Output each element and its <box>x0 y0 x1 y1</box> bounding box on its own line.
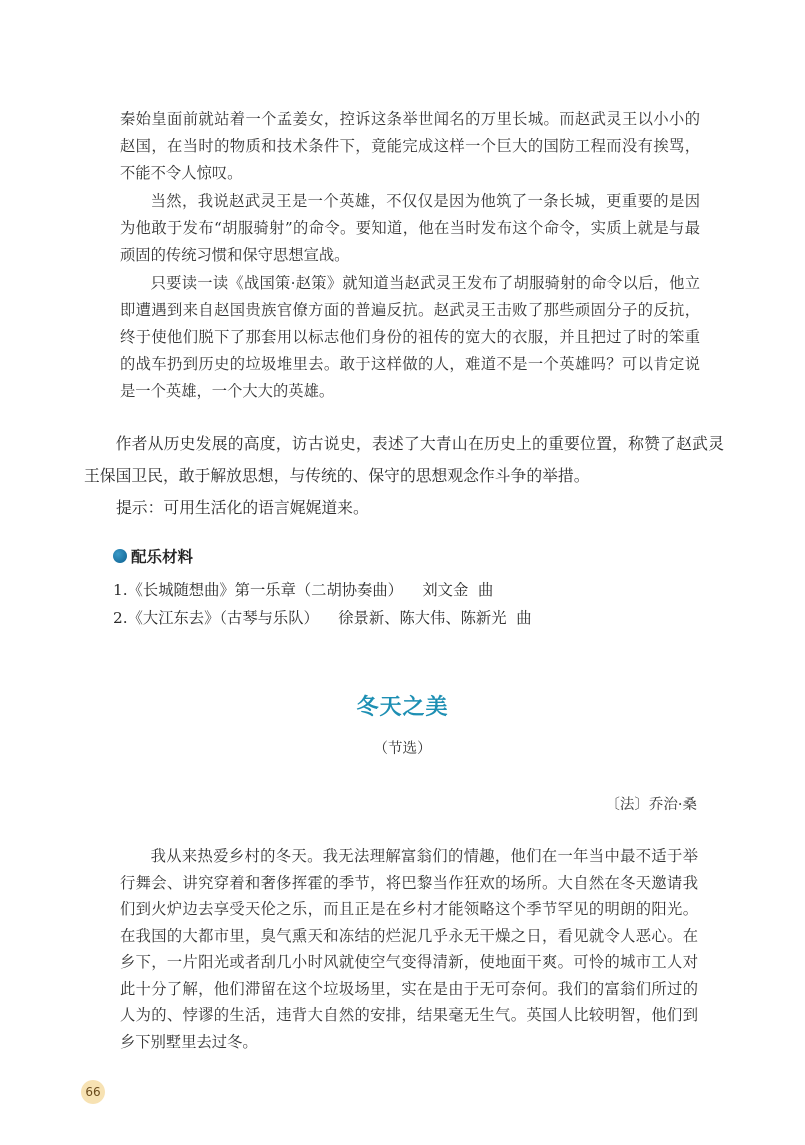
music-item: 1.《长城随想曲》第一乐章（二胡协奏曲） 刘文金 曲 <box>113 581 494 599</box>
commentary-text: 作者从历史发展的高度，访古说史，表述了大青山在历史上的重要位置，称赞了赵武灵王保国卫民，敢于解放思想，与传统的、保守的思想观念作斗争的举措。 <box>84 434 724 485</box>
essay-title: 冬天之美 <box>356 694 449 720</box>
hint-text: 提示：可用生活化的语言娓娓道来。 <box>116 498 369 517</box>
essay-paragraph: 我从来热爱乡村的冬天。我无法理解富翁们的情趣，他们在一年当中最不适于举行舞会、讲究穿着和奢侈挥霍的季节，将巴黎当作狂欢的场所。大自然在冬天邀请我们到火炉边去享受天伦之乐，而且正是在乡村才能领略这个季节罕见的明朗的阳光。在我国的大都市里，臭气熏天和冻结的烂泥几乎永无干燥之日，看见就令人恶心。在乡下，一片阳光或者刮几小时风就使空气变得清新，使地面干爽。可怜的城市工人对此十分了解，他们滞留在这个垃圾场里，实在是由于无可奈何。我们的富翁们所过的人为的、悖谬的生活，违背大自然的安排，结果毫无生气。英国人比较明智，他们到乡下别墅里去过冬。 <box>120 847 698 1051</box>
music-item: 2.《大江东去》（古琴与乐队） 徐景新、陈大伟、陈新光 曲 <box>113 609 532 627</box>
essay-subtitle: （节选） <box>373 741 432 757</box>
excerpt-paragraph-2: 当然，我说赵武灵王是一个英雄，不仅仅是因为他筑了一条长城，更重要的是因为他敢于发布“胡服骑射”的命令。要知道，他在当时发布这个命令，实质上就是与最顽固的传统习惯和保守思想宣战。 <box>120 192 700 264</box>
page-number-badge: 66 <box>81 1080 105 1104</box>
excerpt-paragraph-3: 只要读一读《战国策·赵策》就知道当赵武灵王发布了胡服骑射的命令以后，他立即遭遇到来自赵国贵族官僚方面的普遍反抗。赵武灵王击败了那些顽固分子的反抗，终于使他们脱下了那套用以标志他们身份的祖传的宽大的衣服，并且把过了时的笨重的战车扔到历史的垃圾堆里去。敢于这样做的人，难道不是一个英雄吗？可以肯定说是一个英雄，一个大大的英雄。 <box>120 274 700 400</box>
commentary <box>84 428 724 492</box>
bullet-icon <box>113 549 127 563</box>
music-heading-label: 配乐材料 <box>131 547 194 566</box>
essay-body <box>120 843 698 1055</box>
essay-author: 〔法〕乔治·桑 <box>605 797 697 813</box>
music-list <box>113 576 532 632</box>
music-section-heading <box>113 545 193 567</box>
quoted-excerpt <box>120 106 700 406</box>
excerpt-paragraph-1: 秦始皇面前就站着一个孟姜女，控诉这条举世闻名的万里长城。而赵武灵王以小小的赵国，在当时的物质和技术条件下，竟能完成这样一个巨大的国防工程而没有挨骂，不能不令人惊叹。 <box>120 110 700 182</box>
